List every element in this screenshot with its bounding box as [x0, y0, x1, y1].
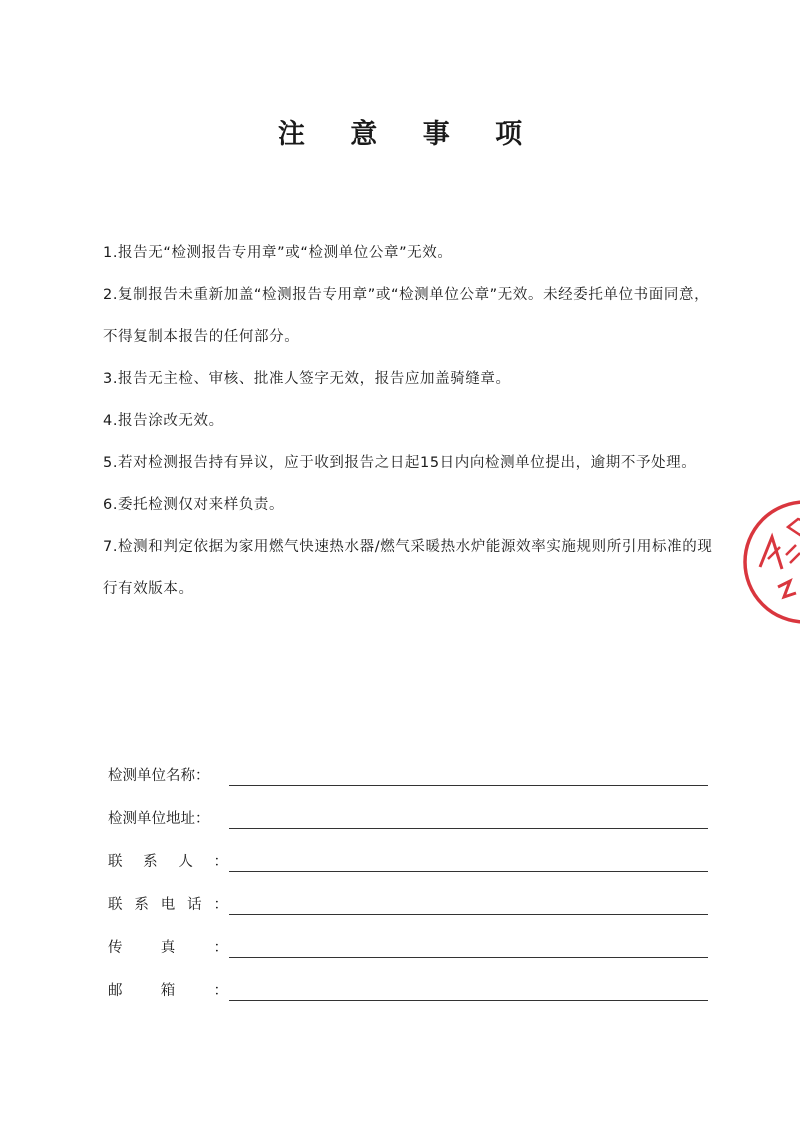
notes-list	[103, 232, 713, 610]
field-line-lab-address	[229, 828, 708, 829]
field-label-email: 邮 箱 ：	[108, 983, 228, 999]
field-email	[108, 975, 708, 1018]
field-fax	[108, 932, 708, 975]
note-item-4: 4.报告涂改无效。	[103, 413, 224, 429]
note-item-1: 1.报告无“检测报告专用章”或“检测单位公章”无效。	[103, 245, 453, 261]
field-label-phone: 联 系 电 话 ：	[108, 897, 228, 913]
seal-stamp-icon	[740, 497, 800, 627]
field-contact	[108, 846, 708, 889]
page-title: 注 意 事 项	[277, 119, 541, 150]
field-label-lab-name: 检测单位名称：	[108, 768, 210, 784]
field-line-phone	[229, 914, 708, 915]
field-line-contact	[229, 871, 708, 872]
field-line-lab-name	[229, 785, 708, 786]
field-label-fax: 传 真 ：	[108, 940, 228, 956]
field-phone	[108, 889, 708, 932]
note-item-3: 3.报告无主检、审核、批准人签字无效，报告应加盖骑缝章。	[103, 371, 511, 387]
field-lab-address	[108, 803, 708, 846]
field-label-lab-address: 检测单位地址：	[108, 811, 210, 827]
field-label-contact: 联 系 人 ：	[108, 854, 228, 870]
field-line-fax	[229, 957, 708, 958]
note-item-6: 6.委托检测仅对来样负责。	[103, 497, 285, 513]
field-lab-name	[108, 760, 708, 803]
note-item-2: 2.复制报告未重新加盖“检测报告专用章”或“检测单位公章”无效。未经委托单位书面同意，不得复制本报告的任何部分。	[103, 287, 710, 345]
field-line-email	[229, 1000, 708, 1001]
contact-form	[108, 760, 708, 1018]
note-item-7: 7.检测和判定依据为家用燃气快速热水器/燃气采暖热水炉能源效率实施规则所引用标准的现行有效版本。	[103, 539, 713, 597]
note-item-5: 5.若对检测报告持有异议，应于收到报告之日起15日内向检测单位提出，逾期不予处理。	[103, 455, 697, 471]
